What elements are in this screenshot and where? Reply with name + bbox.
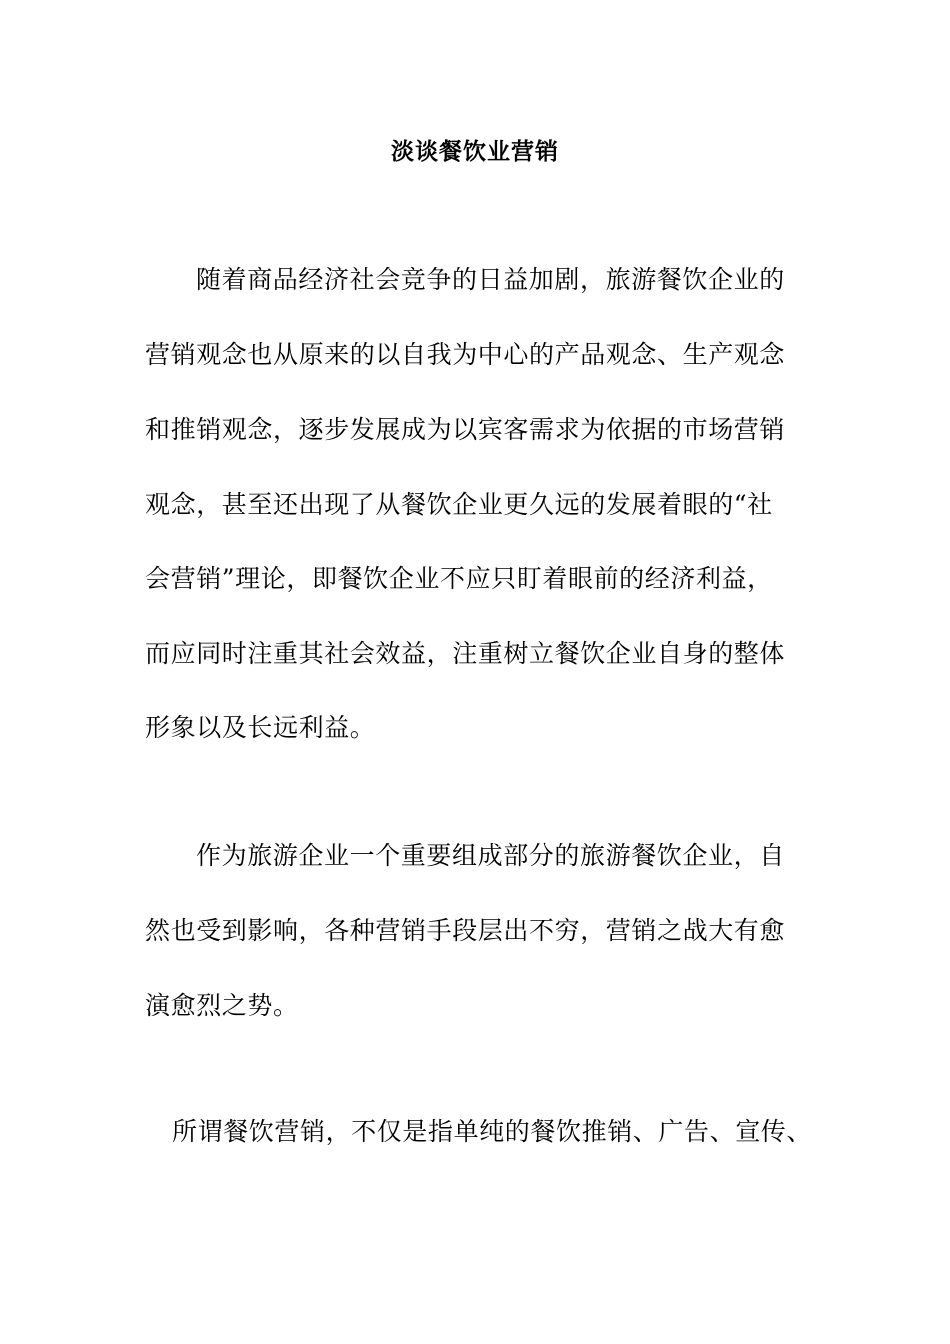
paragraph-line: 会营销”理论，即餐饮企业不应只盯着眼前的经济利益， (145, 564, 773, 593)
paragraph-line: 营销观念也从原来的以自我为中心的产品观念、生产观念 (145, 340, 786, 369)
paragraph-line: 作为旅游企业一个重要组成部分的旅游餐饮企业，自 (196, 841, 785, 870)
paragraph-line: 形象以及长远利益。 (145, 713, 376, 742)
paragraph-line: 和推销观念，逐步发展成为以宾客需求为依据的市场营销 (145, 415, 786, 444)
paragraph-line: 演愈烈之势。 (145, 991, 299, 1020)
paragraph-line: 然也受到影响，各种营销手段层出不穷，营销之战大有愈 (145, 916, 786, 945)
paragraph-line: 随着商品经济社会竞争的日益加剧，旅游餐饮企业的 (196, 265, 785, 294)
paragraph-line: 而应同时注重其社会效益，注重树立餐饮企业自身的整体 (145, 639, 786, 668)
paragraph-line: 所谓餐饮营销，不仅是指单纯的餐饮推销、广告、宣传、 (172, 1117, 813, 1146)
paragraph-line: 观念，甚至还出现了从餐饮企业更久远的发展着眼的“社 (145, 490, 773, 519)
document-title: 淡谈餐饮业营销 (391, 138, 559, 165)
